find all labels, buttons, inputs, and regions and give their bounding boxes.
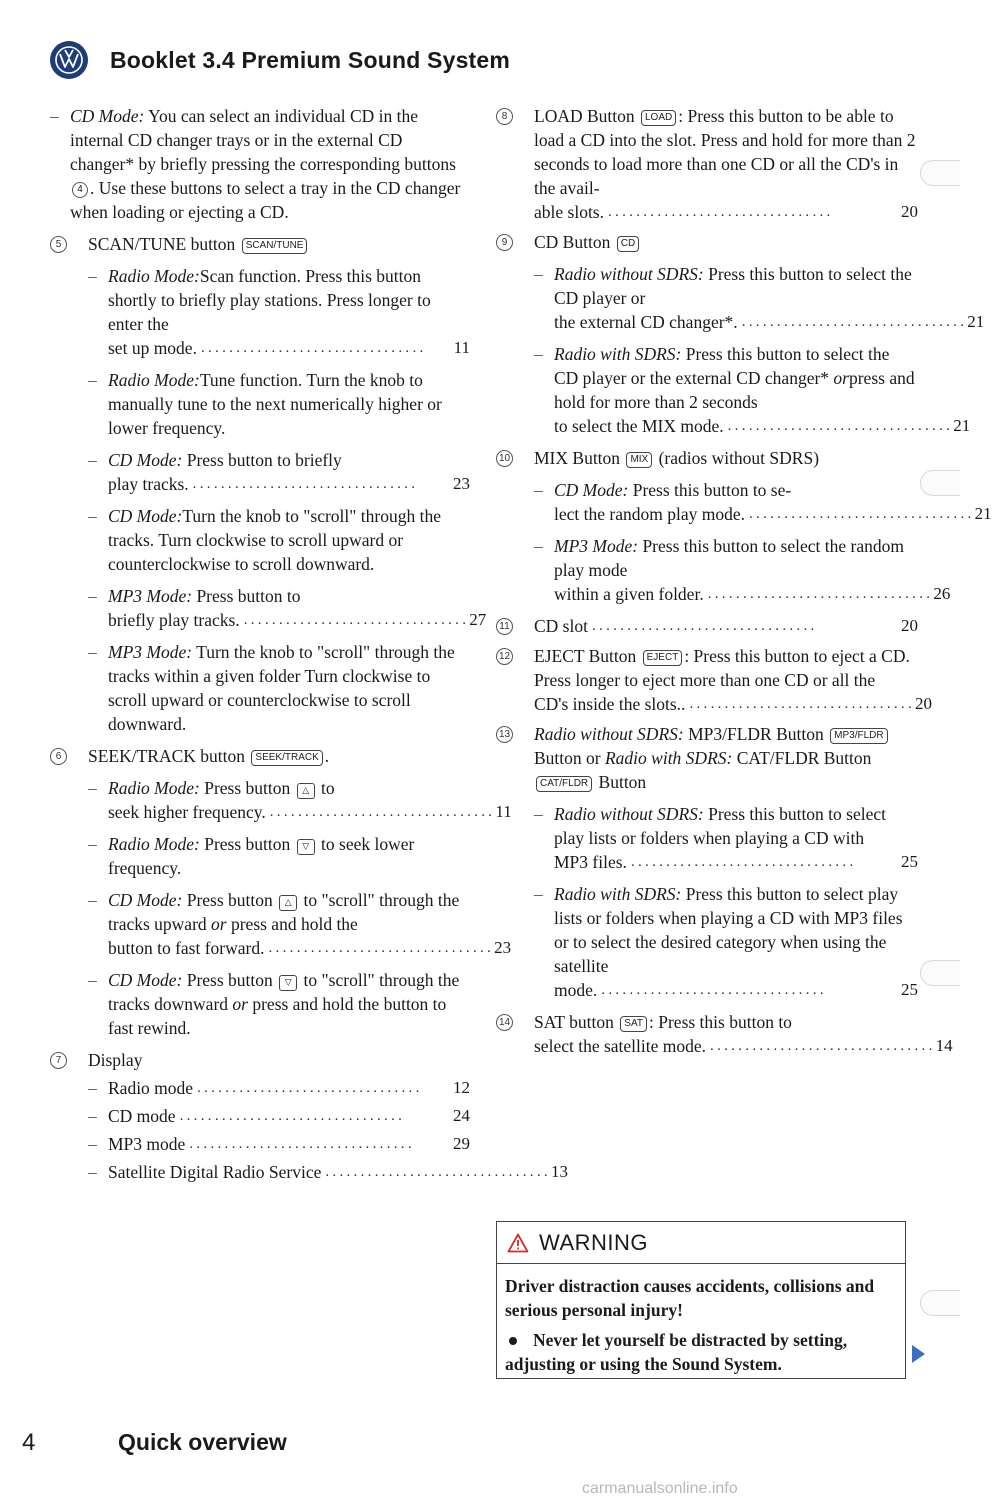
page-number: 4 <box>22 1429 36 1456</box>
watermark: carmanualsonline.info <box>582 1480 738 1497</box>
entry-title: SEEK/TRACK button <box>88 746 246 766</box>
entry-display <box>50 1048 568 1184</box>
warning-text: Driver distraction causes accidents, collisions and serious personal injury! <box>505 1276 875 1320</box>
seek-track-key: SEEK/TRACK <box>251 750 322 766</box>
callout-number: 8 <box>496 108 513 125</box>
page-ref[interactable]: 24 <box>453 1106 470 1125</box>
page-ref[interactable]: 12 <box>453 1078 470 1097</box>
page-title: Booklet 3.4 Premium Sound System <box>110 46 511 73</box>
sat-key: SAT <box>620 1016 647 1032</box>
cd-intro: – CD Mode: You can select an individual CD in the internal CD changer trays or in the external CD changer* by briefly pressing the corresponding buttons 4 . Use these buttons to select a tray in the CD changer when loading or ejecting a CD. <box>50 106 461 222</box>
eject-key: EJECT <box>643 650 683 666</box>
entry-title: SCAN/TUNE button <box>88 234 236 254</box>
subentry: – CD Mode: Press button ▽ to "scroll" through the tracks downward or press and hold the button to fast rewind. <box>88 970 460 1038</box>
page-header <box>50 40 510 80</box>
subentry: – MP3 Mode: Press button to briefly play tracks. ................................ 27 <box>88 586 487 630</box>
seek-up-icon: △ <box>297 783 315 799</box>
warning-bullet: Never let yourself be distracted by setting, adjusting or using the Sound System. <box>505 1330 848 1374</box>
callout-number: 5 <box>50 236 67 253</box>
subentry: – CD Mode:Turn the knob to "scroll" through the tracks. Turn clockwise to scroll upward or counterclockwise to scroll downward. <box>88 506 441 574</box>
entry-sat-button: 14 SAT button SAT : Press this button to select the satellite mode. ................................ 14 <box>496 1010 918 1058</box>
subentry: – Radio Mode:Tune function. Turn the knob to manually tune to the next numerically higher or lower frequency. <box>88 370 442 438</box>
subentry: – Radio Mode: Press button △ to seek higher frequency. ................................ 11 <box>88 778 512 822</box>
load-key: LOAD <box>641 110 676 126</box>
warning-box <box>496 1221 906 1379</box>
subentry: – CD Mode: Press button △ to "scroll" through the tracks upward or press and hold the button to fast forward. ................................ 23 <box>88 890 512 958</box>
page-ref[interactable]: 11 <box>453 338 470 357</box>
subentry: – CD mode ................................ 24 <box>88 1106 470 1126</box>
callout-ref-4: 4 <box>72 182 88 198</box>
page-ref[interactable]: 21 <box>967 312 985 331</box>
subentry: – CD Mode: Press button to briefly play tracks. ................................ 23 <box>88 450 470 494</box>
page-ref[interactable]: 21 <box>953 416 971 435</box>
subentry: – Radio Mode:Scan function. Press this button shortly to briefly play stations. Press longer to enter the set up mode. ................................ 11 <box>88 266 470 358</box>
page-ref[interactable]: 25 <box>901 980 918 999</box>
subentry: – MP3 Mode: Press this button to select the random play mode within a given folder. ................................ 26 <box>534 536 951 604</box>
page-ref[interactable]: 29 <box>453 1134 470 1153</box>
callout-number: 13 <box>496 726 513 743</box>
right-column <box>496 104 992 1064</box>
entry-cd-button <box>496 230 985 438</box>
page-ref[interactable]: 21 <box>974 504 992 523</box>
subentry: – Radio with SDRS: Press this button to select the CD player or the external CD changer* orpress and hold for more than 2 seconds to select the MIX mode. ................................ 21 <box>534 344 971 436</box>
callout-number: 12 <box>496 648 513 665</box>
page-ref[interactable]: 13 <box>550 1162 568 1181</box>
page-ref[interactable]: 20 <box>915 694 933 713</box>
subentry: – MP3 Mode: Turn the knob to "scroll" through the tracks within a given folder Turn clockwise to scroll upward or counterclockwise to scroll downward. <box>88 642 455 734</box>
entry-title: CD Button <box>534 232 611 252</box>
subentry: – Radio without SDRS: Press this button to select play lists or folders when playing a CD with MP3 files. ................................ 25 <box>534 804 918 872</box>
subentry: – Radio with SDRS: Press this button to select play lists or folders when playing a CD with MP3 files or to select the desired category when using the satellite mode. ................................ 25 <box>534 884 918 1000</box>
subentry: – Satellite Digital Radio Service ................................ 13 <box>88 1162 568 1182</box>
entry-mp3-cat-fldr: 13 Radio without SDRS: MP3/FLDR Button MP3/FLDR Button or Radio with SDRS: CAT/FLDR Button CAT/FLDR Button – Radio without SDRS: Press this button to select play lists or folders when playing a CD with MP3 files. ................................ 25 – Radio with SDRS: Press this button to select play lists or folders when playing a CD with MP3 files or to select the desired category when using the satellite mode. ................................ 25 <box>496 722 918 1002</box>
section-title: Quick overview <box>118 1429 287 1455</box>
cd-key: CD <box>617 236 639 252</box>
entry-cd-slot: 11 CD slot ................................ 20 <box>496 614 918 638</box>
subentry: – Radio Mode: Press button ▽ to seek lower frequency. <box>88 834 415 878</box>
page-ref[interactable]: 11 <box>495 802 512 821</box>
page-ref[interactable]: 14 <box>935 1036 953 1055</box>
continue-arrow-icon <box>912 1345 925 1363</box>
thumb-tab <box>920 960 960 986</box>
seek-down-icon: ▽ <box>297 839 315 855</box>
subentry: – Radio mode ................................ 12 <box>88 1078 470 1098</box>
callout-number: 10 <box>496 450 513 467</box>
warning-title: WARNING <box>539 1229 649 1255</box>
subentry: – Radio without SDRS: Press this button to select the CD player or the external CD changer*. ................................ 21 <box>534 264 985 332</box>
thumb-tab <box>920 1290 960 1316</box>
seek-up-icon: △ <box>279 895 297 911</box>
mp3-fldr-key: MP3/FLDR <box>830 728 887 744</box>
seek-down-icon: ▽ <box>279 975 297 991</box>
callout-number: 9 <box>496 234 513 251</box>
entry-seek-track: 6 SEEK/TRACK button SEEK/TRACK . – Radio Mode: Press button △ to seek higher frequency. ................................ 11 – Radio Mode: Press button ▽ to seek lower frequency. – CD Mode: Press button △ to "scroll" through the tracks upward or press and hold the button to fast forward. ................................ 23 – CD Mode: Press button ▽ to "scroll" through the tracks downward or press and hold the button to fast rewind. <box>50 744 470 1040</box>
mix-key: MIX <box>626 452 652 468</box>
callout-number: 11 <box>496 618 513 635</box>
page-ref[interactable]: 20 <box>901 202 918 221</box>
warning-triangle-icon <box>507 1233 529 1253</box>
warning-header <box>497 1222 905 1264</box>
page-ref[interactable]: 23 <box>453 474 470 493</box>
entry-scan-tune <box>50 232 487 736</box>
page-ref[interactable]: 23 <box>494 938 512 957</box>
page-ref[interactable]: 27 <box>469 610 487 629</box>
thumb-tab <box>920 470 960 496</box>
cat-fldr-key: CAT/FLDR <box>536 776 592 792</box>
entry-title: MIX Button <box>534 448 621 468</box>
entry-title: Display <box>88 1050 143 1070</box>
scan-tune-key: SCAN/TUNE <box>242 238 308 254</box>
vw-logo-icon <box>50 41 88 79</box>
page-ref[interactable]: 20 <box>901 616 918 635</box>
callout-number: 14 <box>496 1014 513 1031</box>
subentry: – CD Mode: Press this button to se- lect the random play mode. ................................ 21 <box>534 480 992 524</box>
callout-number: 7 <box>50 1052 67 1069</box>
callout-number: 6 <box>50 748 67 765</box>
page-ref[interactable]: 26 <box>933 584 951 603</box>
entry-load-button: 8 LOAD Button LOAD : Press this button to be able to load a CD into the slot. Press and hold for more than 2 seconds to load more than one CD or all the CD's in the avail- able slots. ................................ 20 <box>496 104 918 224</box>
page-ref[interactable]: 25 <box>901 852 918 871</box>
entry-eject-button: 12 EJECT Button EJECT : Press this button to eject a CD. Press longer to eject more than one CD or all the CD's inside the slots.. ................................ 20 <box>496 644 918 716</box>
entry-mix-button: 10 MIX Button MIX (radios without SDRS) – CD Mode: Press this button to se- lect the random play mode. ................................ 21 – MP3 Mode: Press this button to select the random play mode within a given folder. ................................ 26 <box>496 446 918 606</box>
bullet-icon <box>509 1337 517 1345</box>
thumb-tab <box>920 160 960 186</box>
subentry: – MP3 mode ................................ 29 <box>88 1134 470 1154</box>
